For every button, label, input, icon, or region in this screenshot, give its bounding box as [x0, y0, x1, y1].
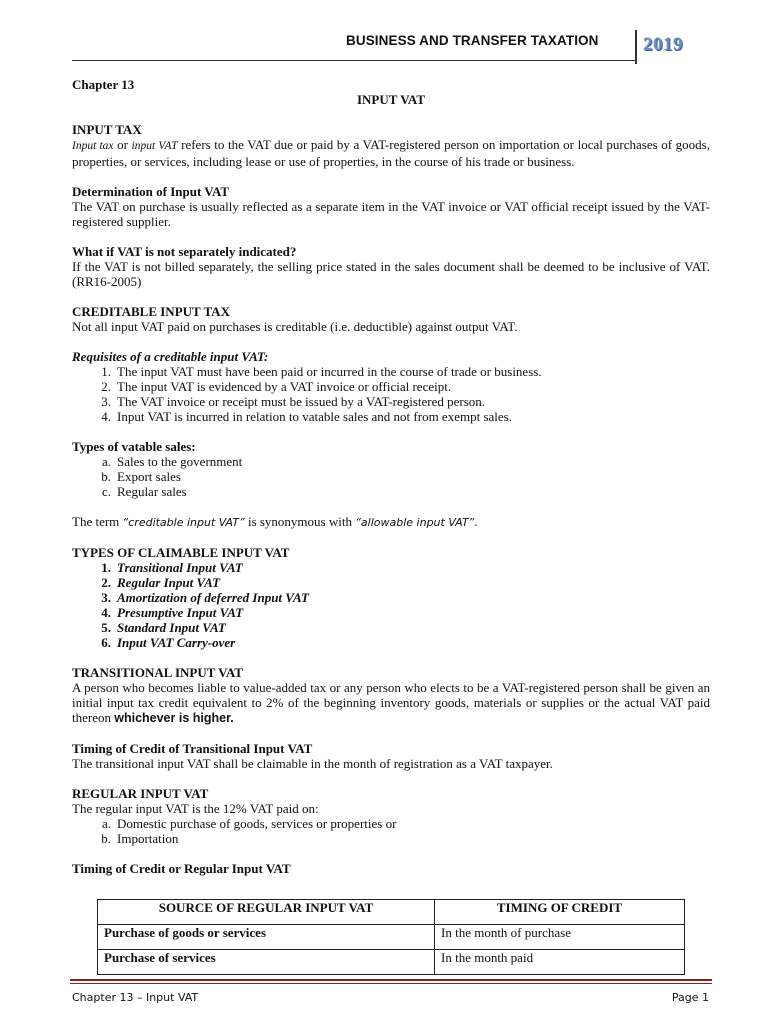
list-item: 3. The VAT invoice or receipt must be issued by a VAT-registered person. [101, 394, 486, 409]
determination-heading: Determination of Input VAT [72, 184, 230, 199]
list-item: b. Importation [101, 831, 179, 846]
claimable-heading: TYPES OF CLAIMABLE INPUT VAT [72, 545, 290, 560]
header-title: BUSINESS AND TRANSFER TAXATION [346, 33, 599, 48]
creditable-heading: CREDITABLE INPUT TAX [72, 304, 230, 319]
list-item: 2. Regular Input VAT [101, 575, 221, 590]
regular-heading: REGULAR INPUT VAT [72, 786, 209, 801]
list-item: 1. The input VAT must have been paid or incurred in the course of trade or business. [101, 364, 542, 379]
document-body [72, 77, 710, 876]
list-item: 2. The input VAT is evidenced by a VAT invoice or official receipt. [101, 379, 452, 394]
timing-regular-heading: Timing of Credit or Regular Input VAT [72, 861, 291, 876]
list-item: 4. Input VAT is incurred in relation to vatable sales and not from exempt sales. [101, 409, 512, 424]
vatable-sales-list [72, 454, 710, 499]
table-row [98, 925, 685, 950]
input-tax-body: Input tax or input VAT refers to the VAT due or paid by a VAT-registered person on importation or local purchases of goods, properties, or services, including lease or use of properties, in the course of his trade or business. [72, 137, 710, 169]
list-item: b. Export sales [101, 469, 181, 484]
table-cell: Purchase of goods or services [98, 925, 435, 950]
timing-transitional-heading: Timing of Credit of Transitional Input VAT [72, 741, 313, 756]
footer-page-number: Page 1 [671, 991, 709, 1004]
timing-credit-table [97, 899, 685, 975]
list-item: 6. Input VAT Carry-over [101, 635, 236, 650]
determination-body: The VAT on purchase is usually reflected as a separate item in the VAT invoice or VAT official receipt issued by the VAT-registered supplier. [72, 199, 710, 229]
footer-rule [70, 979, 712, 981]
header-rule [72, 60, 635, 61]
list-item: 1. Transitional Input VAT [101, 560, 243, 575]
table-row [98, 950, 685, 975]
list-item: 3. Amortization of deferred Input VAT [101, 590, 309, 605]
table-cell: In the month paid [435, 950, 685, 975]
header-year: 2019 [643, 34, 683, 55]
synonym-sentence: The term “creditable input VAT” is synonymous with “allowable input VAT”. [72, 514, 478, 529]
list-item: 4. Presumptive Input VAT [101, 605, 244, 620]
list-item: 5. Standard Input VAT [101, 620, 226, 635]
requisites-list [72, 364, 710, 424]
list-item: a. Domestic purchase of goods, services or properties or [101, 816, 397, 831]
claimable-list [72, 560, 710, 650]
chapter-label: Chapter 13 [72, 77, 135, 92]
table-header: TIMING OF CREDIT [435, 900, 685, 925]
regular-list [72, 816, 710, 846]
requisites-heading: Requisites of a creditable input VAT: [72, 349, 269, 364]
vatable-sales-heading: Types of vatable sales: [72, 439, 196, 454]
not-indicated-heading: What if VAT is not separately indicated? [72, 244, 297, 259]
input-tax-heading: INPUT TAX [72, 122, 142, 137]
regular-body: The regular input VAT is the 12% VAT paid on: [72, 801, 319, 816]
transitional-body: A person who becomes liable to value-added tax or any person who elects to be a VAT-registered person shall be given an initial input tax credit equivalent to 2% of the beginning inventory goods, materials or supplies or the actual VAT paid thereon whichever is higher. [72, 680, 710, 725]
header-divider [635, 30, 637, 64]
table-header: SOURCE OF REGULAR INPUT VAT [98, 900, 435, 925]
timing-transitional-body: The transitional input VAT shall be claimable in the month of registration as a VAT taxpayer. [72, 756, 553, 771]
table-header-row [98, 900, 685, 925]
footer-rule-thin [70, 983, 712, 984]
creditable-body: Not all input VAT paid on purchases is creditable (i.e. deductible) against output VAT. [72, 319, 518, 334]
table-cell: In the month of purchase [435, 925, 685, 950]
list-item: c. Regular sales [101, 484, 187, 499]
footer-chapter: Chapter 13 – Input VAT [72, 991, 199, 1004]
list-item: a. Sales to the government [101, 454, 243, 469]
document-title: INPUT VAT [356, 92, 426, 107]
transitional-heading: TRANSITIONAL INPUT VAT [72, 665, 243, 680]
table-cell: Purchase of services [98, 950, 435, 975]
not-indicated-body: If the VAT is not billed separately, the selling price stated in the sales document shall be deemed to be inclusive of VAT. (RR16-2005) [72, 259, 710, 289]
